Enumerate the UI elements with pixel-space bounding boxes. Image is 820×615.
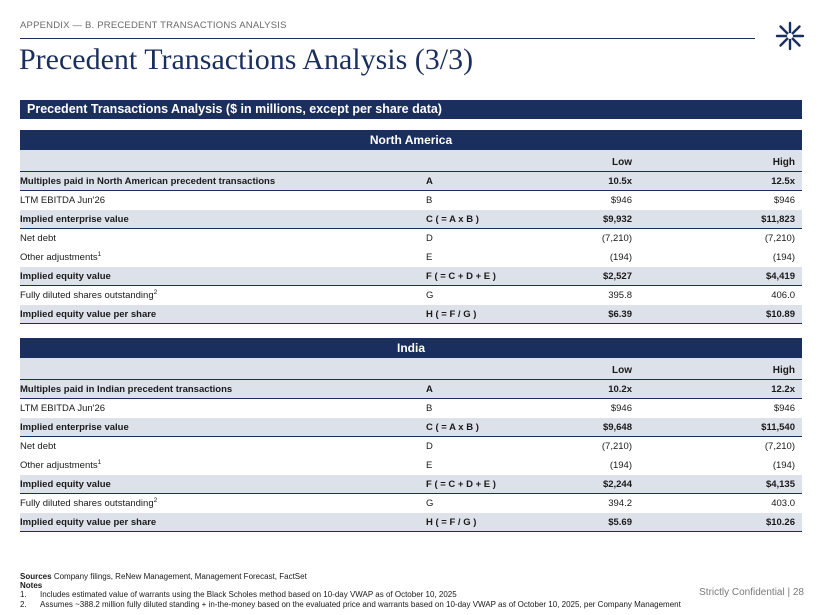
low-value: $5.69 <box>608 517 632 528</box>
note-text: Assumes ~388.2 million fully diluted standing + in-the-money based on the evaluated price and warrants based on 10-day VWAP as of October 10, 2025, per Company Management <box>40 599 681 609</box>
row-formula: C ( = A x B ) <box>426 422 479 433</box>
north-america-bar: North America <box>20 130 802 150</box>
footnote-marker: 1 <box>97 458 102 466</box>
row-formula: G <box>426 290 434 301</box>
note-number: 2. <box>20 599 27 609</box>
header-kicker: APPENDIX — B. PRECEDENT TRANSACTIONS ANALYSIS <box>20 20 287 31</box>
confidential-label: Strictly Confidential | 28 <box>699 587 804 598</box>
table-row <box>20 494 802 513</box>
section-title-bar: Precedent Transactions Analysis ($ in millions, except per share data) <box>20 100 802 119</box>
row-label: Implied equity value per share <box>20 517 157 528</box>
high-value: $4,135 <box>765 479 795 490</box>
table-row <box>20 305 802 324</box>
table-row <box>20 399 802 418</box>
row-label: Implied enterprise value <box>20 214 129 225</box>
row-formula: B <box>426 403 433 414</box>
row-formula: C ( = A x B ) <box>426 214 479 225</box>
low-value: $6.39 <box>608 309 632 320</box>
high-value: 403.0 <box>771 498 795 509</box>
low-value: $2,527 <box>602 271 632 282</box>
sources-line <box>20 572 681 581</box>
footnote-marker: 2 <box>153 288 158 296</box>
table-row <box>20 286 802 305</box>
row-formula: F ( = C + D + E ) <box>426 271 496 282</box>
row-label: Net debt <box>20 233 56 244</box>
table-row <box>20 513 802 532</box>
row-label: Multiples paid in Indian precedent transactions <box>20 384 233 395</box>
row-formula: E <box>426 460 433 471</box>
high-column-header: High <box>772 365 795 376</box>
low-value: $9,648 <box>602 422 632 433</box>
footnote-marker: 1 <box>97 250 102 258</box>
low-value: $946 <box>610 195 632 206</box>
title-rule <box>20 38 755 39</box>
india-table <box>20 358 802 532</box>
table-row <box>20 475 802 494</box>
low-value: (7,210) <box>601 441 632 452</box>
na-rows <box>20 172 802 324</box>
low-value: 10.5x <box>608 176 632 187</box>
low-column-header: Low <box>612 365 632 376</box>
row-label: LTM EBITDA Jun'26 <box>20 195 106 206</box>
table-row <box>20 248 802 267</box>
row-label: Implied equity value per share <box>20 309 157 320</box>
note-item <box>20 590 681 599</box>
north-america-table <box>20 150 802 324</box>
high-value: $11,823 <box>761 214 795 225</box>
row-label: Implied enterprise value <box>20 422 129 433</box>
note-text: Includes estimated value of warrants using the Black Scholes method based on 10-day VWAP as of October 10, 2025 <box>40 590 457 600</box>
low-value: $9,932 <box>602 214 632 225</box>
row-label: Net debt <box>20 441 56 452</box>
note-item <box>20 600 681 609</box>
high-value: $11,540 <box>761 422 795 433</box>
row-formula: A <box>426 384 433 395</box>
row-formula: A <box>426 176 433 187</box>
row-label: Other adjustments$^1$ <box>20 250 102 263</box>
high-value: (7,210) <box>764 233 795 244</box>
page-title: Precedent Transactions Analysis (3/3) <box>19 43 474 76</box>
row-formula: H ( = F / G ) <box>426 309 477 320</box>
low-column-header: Low <box>612 157 632 168</box>
table-row <box>20 456 802 475</box>
high-value: 12.5x <box>771 176 795 187</box>
table-row <box>20 172 802 191</box>
table-row <box>20 191 802 210</box>
high-value: (7,210) <box>764 441 795 452</box>
row-label: LTM EBITDA Jun'26 <box>20 403 106 414</box>
low-value: (7,210) <box>601 233 632 244</box>
high-value: $10.89 <box>765 309 795 320</box>
row-formula: E <box>426 252 433 263</box>
high-value: (194) <box>772 460 795 471</box>
sources-text: Company filings, ReNew Management, Management Forecast, FactSet <box>53 572 307 581</box>
low-value: $2,244 <box>602 479 632 490</box>
column-header-row <box>20 150 802 172</box>
footnote-marker: 2 <box>153 496 158 504</box>
india-bar: India <box>20 338 802 358</box>
high-column-header: High <box>772 157 795 168</box>
high-value: 12.2x <box>771 384 795 395</box>
row-label: Fully diluted shares outstanding$^2$ <box>20 496 158 509</box>
table-row <box>20 418 802 437</box>
high-value: (194) <box>772 252 795 263</box>
row-formula: G <box>426 498 434 509</box>
notes-label: Notes <box>20 581 43 591</box>
low-value: 394.2 <box>608 498 632 509</box>
table-row <box>20 437 802 456</box>
table-row <box>20 229 802 248</box>
row-label: Other adjustments$^1$ <box>20 458 102 471</box>
high-value: $946 <box>773 403 795 414</box>
footer-notes <box>20 572 681 609</box>
low-value: (194) <box>609 252 632 263</box>
row-formula: D <box>426 233 433 244</box>
sources-label: Sources <box>20 572 52 581</box>
row-label: Implied equity value <box>20 271 111 282</box>
row-label: Multiples paid in North American precedent transactions <box>20 176 276 187</box>
high-value: $946 <box>773 195 795 206</box>
india-rows <box>20 380 802 532</box>
low-value: $946 <box>610 403 632 414</box>
row-label: Implied equity value <box>20 479 111 490</box>
low-value: (194) <box>609 460 632 471</box>
starburst-logo-icon <box>774 20 806 52</box>
column-header-row <box>20 358 802 380</box>
low-value: 10.2x <box>608 384 632 395</box>
low-value: 395.8 <box>608 290 632 301</box>
row-label: Fully diluted shares outstanding$^2$ <box>20 288 158 301</box>
note-number: 1. <box>20 590 27 600</box>
row-formula: B <box>426 195 433 206</box>
table-row <box>20 210 802 229</box>
high-value: 406.0 <box>771 290 795 301</box>
row-formula: F ( = C + D + E ) <box>426 479 496 490</box>
table-row <box>20 380 802 399</box>
row-formula: D <box>426 441 433 452</box>
row-formula: H ( = F / G ) <box>426 517 477 528</box>
high-value: $10.26 <box>765 517 795 528</box>
table-row <box>20 267 802 286</box>
high-value: $4,419 <box>765 271 795 282</box>
